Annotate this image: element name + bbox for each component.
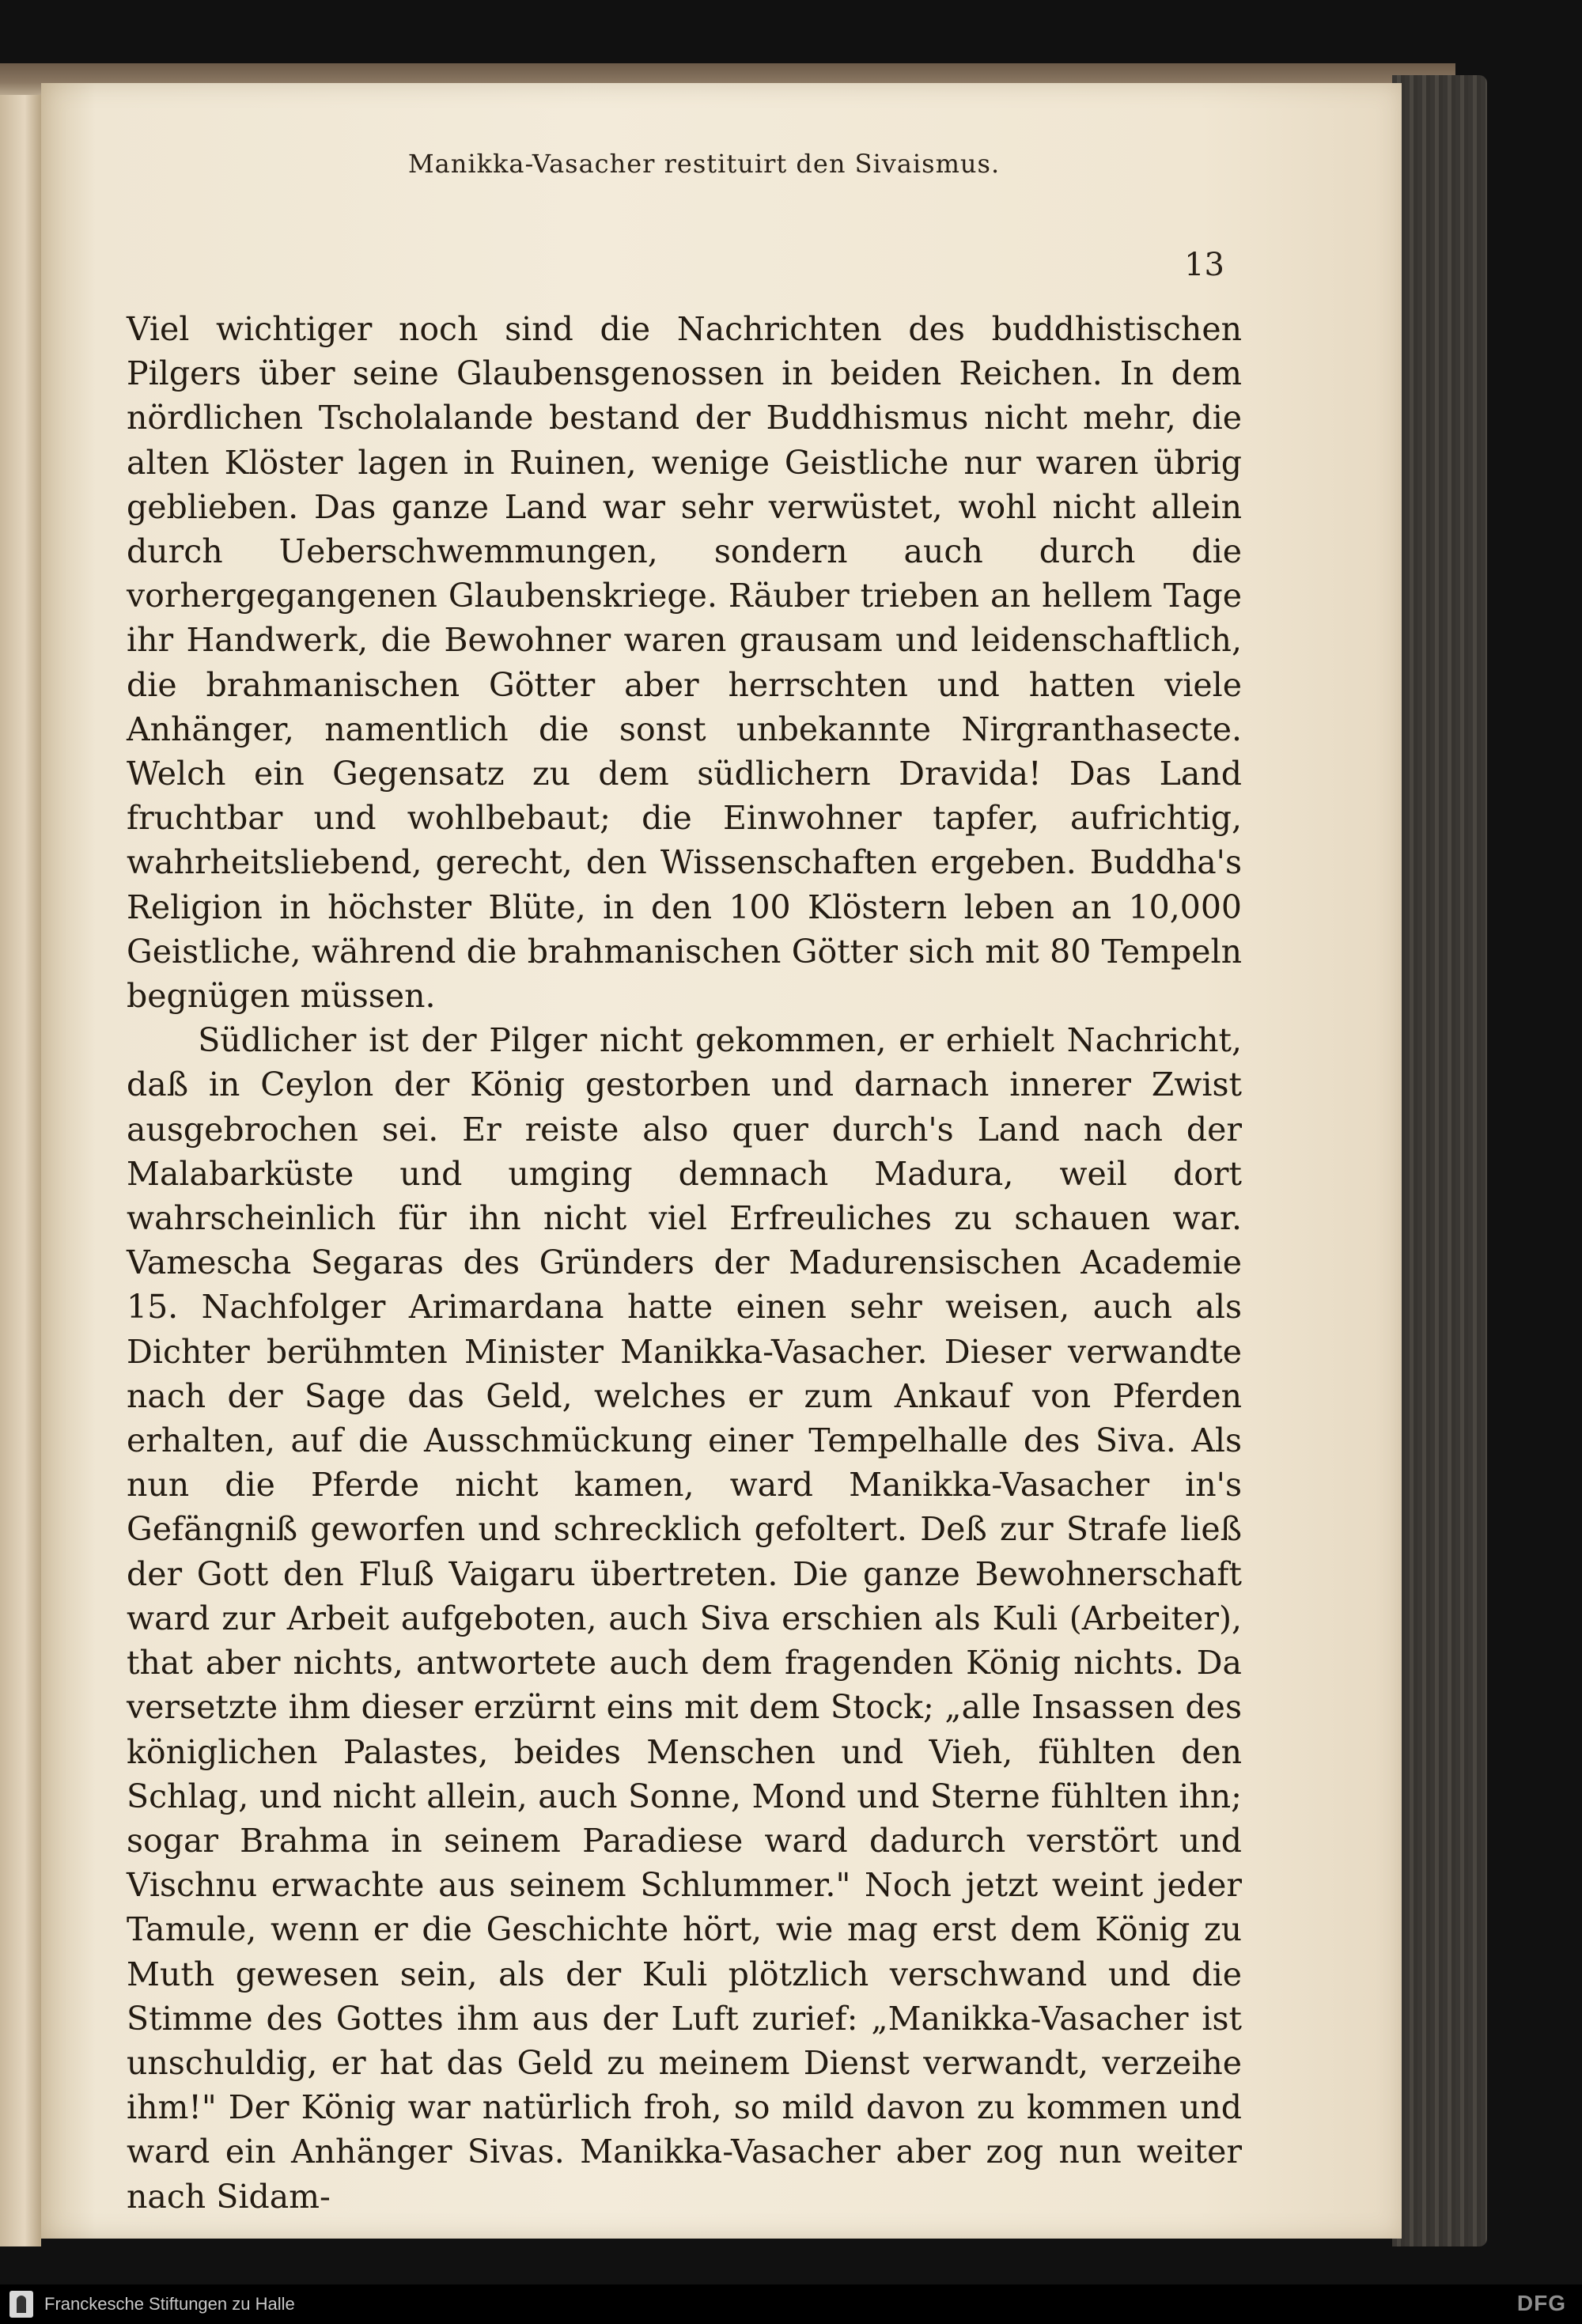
- body-text: [127, 307, 1242, 2219]
- paragraph-2: Südlicher ist der Pilger nicht gekommen, er erhielt Nachricht, daß in Ceylon der König gestorben und darnach innerer Zwist ausgebrochen sei. Er reiste also quer durch's Land nach der Malabarküste und umging demnach Madura, weil dort wahrscheinlich für ihn nicht viel Erfreuliches zu schauen war. Vamescha Segaras des Gründers der Madurensischen Academie 15. Nachfolger Arimardana hatte einen sehr weisen, auch als Dichter berühmten Minister Manikka-Vasacher. Dieser verwandte nach der Sage das Geld, welches er zum Ankauf von Pferden erhalten, auf die Ausschmückung einer Tempelhalle des Siva. Als nun die Pferde nicht kamen, ward Manikka-Vasacher in's Gefängniß geworfen und schrecklich gefoltert. Deß zur Strafe ließ der Gott den Fluß Vaigaru übertreten. Die ganze Bewohnerschaft ward zur Arbeit aufgeboten, auch Siva erschien als Kuli (Arbeiter), that aber nichts, antwortete auch dem fragenden König nichts. Da versetzte ihm dieser erzürnt eins mit dem Stock; „alle Insassen des königlichen Palastes, beides Menschen und Vieh, fühlten den Schlag, und nicht allein, auch Sonne, Mond und Sterne fühlten ihn; sogar Brahma in seinem Paradiese ward dadurch verstört und Vischnu erwachte aus seinem Schlummer." Noch jetzt weint jeder Tamule, wenn er die Geschichte hört, wie mag erst dem König zu Muth gewesen sein, als der Kuli plötzlich verschwand und die Stimme des Gottes ihm aus der Luft zurief: „Manikka-Vasacher ist unschuldig, er hat das Geld zu meinem Dienst verwandt, verzeihe ihm!" Der König war natürlich froh, so mild davon zu kommen und ward ein Anhänger Sivas. Manikka-Vasacher aber zog nun weiter nach Sidam-: [127, 1021, 1242, 2216]
- left-page-edge: [0, 79, 41, 2246]
- dfg-logo: DFG: [1516, 2291, 1566, 2315]
- viewer-footer: [0, 2284, 1582, 2324]
- institution-logo-icon: [9, 2291, 33, 2318]
- running-head: Manikka-Vasacher restituirt den Sivaismus.: [407, 149, 1001, 179]
- page-number: 13: [1184, 247, 1224, 283]
- book-cover-spine: [1392, 75, 1487, 2246]
- institution-name: Franckesche Stiftungen zu Halle: [44, 2294, 295, 2314]
- paragraph-1: Viel wichtiger noch sind die Nachrichten des buddhistischen Pilgers über seine Glaubensgenossen in beiden Reichen. In dem nördlichen Tscholalande bestand der Buddhismus nicht mehr, die alten Klöster lagen in Ruinen, wenige Geistliche nur waren übrig geblieben. Das ganze Land war sehr verwüstet, wohl nicht allein durch Ueberschwemmungen, sondern auch durch die vorhergegangenen Glaubenskriege. Räuber trieben an hellem Tage ihr Handwerk, die Bewohner waren grausam und leidenschaftlich, die brahmanischen Götter aber herrschten und hatten viele Anhänger, namentlich die sonst unbekannte Nirgranthasecte. Welch ein Gegensatz zu dem südlichern Dravida! Das Land fruchtbar und wohlbebaut; die Einwohner tapfer, aufrichtig, wahrheitsliebend, gerecht, den Wissenschaften ergeben. Buddha's Religion in höchster Blüte, in den 100 Klöstern leben an 10,000 Geistliche, während die brahmanischen Götter sich mit 80 Tempeln begnügen müssen.: [127, 310, 1242, 1016]
